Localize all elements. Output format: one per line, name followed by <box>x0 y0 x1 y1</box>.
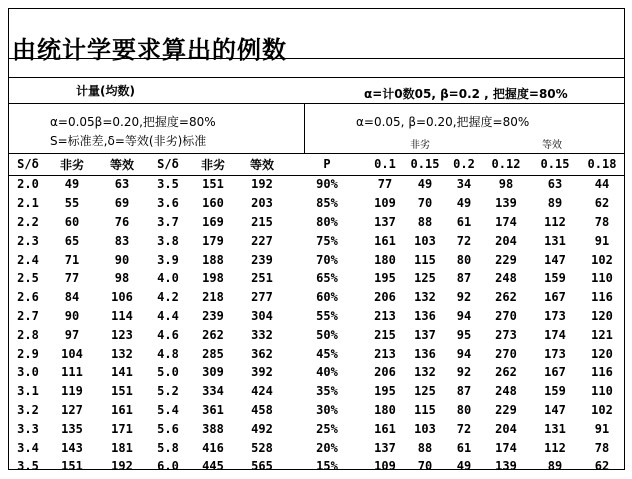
table-cell: 95 <box>456 327 472 342</box>
table-cell: 80 <box>456 402 472 417</box>
table-cell: 2.6 <box>17 290 39 305</box>
table-cell: 206 <box>374 365 396 380</box>
table-cell: 424 <box>251 384 273 399</box>
table-cell: 127 <box>61 402 83 417</box>
table-cell: 131 <box>544 421 566 436</box>
table-cell: 204 <box>495 233 517 248</box>
table-cell: 2.9 <box>17 346 39 361</box>
table-cell: 69 <box>114 196 130 211</box>
table-cell: 180 <box>374 402 396 417</box>
table-cell: 5.8 <box>157 440 179 455</box>
table-cell: 132 <box>414 290 436 305</box>
table-cell: 111 <box>61 365 83 380</box>
table-cell: 80% <box>316 214 338 229</box>
table-cell: 143 <box>61 440 83 455</box>
table-cell: 55 <box>64 196 80 211</box>
table-cell: 229 <box>495 402 517 417</box>
table-cell: 361 <box>202 402 224 417</box>
table-cell: 80 <box>456 252 472 267</box>
table-cell: 204 <box>495 421 517 436</box>
table-cell: 132 <box>414 365 436 380</box>
table-cell: 131 <box>544 233 566 248</box>
table-cell: 84 <box>64 290 80 305</box>
table-row <box>9 194 625 213</box>
table-cell: 206 <box>374 290 396 305</box>
table-cell: 239 <box>202 308 224 323</box>
table-cell: 98 <box>498 177 514 192</box>
table-cell: 3.5 <box>17 459 39 474</box>
table-cell: 49 <box>417 177 433 192</box>
table-cell: 213 <box>374 346 396 361</box>
table-row <box>9 250 625 269</box>
column-header: P <box>323 157 331 171</box>
table-cell: 141 <box>111 365 133 380</box>
table-cell: 72 <box>456 233 472 248</box>
table-cell: 71 <box>64 252 80 267</box>
divider <box>8 77 625 78</box>
column-header: 0.18 <box>587 157 617 171</box>
table-cell: 60 <box>64 214 80 229</box>
table-cell: 30% <box>316 402 338 417</box>
table-cell: 273 <box>495 327 517 342</box>
table-row <box>9 307 625 326</box>
table-cell: 251 <box>251 271 273 286</box>
table-cell: 88 <box>417 440 433 455</box>
table-cell: 147 <box>544 252 566 267</box>
table-cell: 4.6 <box>157 327 179 342</box>
table-cell: 137 <box>374 214 396 229</box>
table-cell: 2.0 <box>17 177 39 192</box>
table-cell: 198 <box>202 271 224 286</box>
table-cell: 167 <box>544 290 566 305</box>
table-cell: 125 <box>414 384 436 399</box>
table-cell: 44 <box>594 177 610 192</box>
table-cell: 5.0 <box>157 365 179 380</box>
table-cell: 90 <box>114 252 130 267</box>
table-cell: 213 <box>374 308 396 323</box>
table-cell: 40% <box>316 365 338 380</box>
column-header: 0.1 <box>374 157 396 171</box>
table-cell: 103 <box>414 421 436 436</box>
table-cell: 4.4 <box>157 308 179 323</box>
table-cell: 180 <box>374 252 396 267</box>
column-header: S/δ <box>17 157 39 171</box>
table-cell: 161 <box>374 233 396 248</box>
left-block-header: 计量(均数) <box>76 84 135 98</box>
table-cell: 112 <box>544 214 566 229</box>
table-cell: 119 <box>61 384 83 399</box>
group-label-equivalence: 等效 <box>542 140 562 151</box>
table-cell: 65 <box>64 233 80 248</box>
table-cell: 137 <box>374 440 396 455</box>
table-cell: 159 <box>544 384 566 399</box>
table-cell: 169 <box>202 214 224 229</box>
table-cell: 565 <box>251 459 273 474</box>
table-cell: 151 <box>111 384 133 399</box>
table-cell: 215 <box>251 214 273 229</box>
table-cell: 90 <box>64 308 80 323</box>
table-cell: 136 <box>414 346 436 361</box>
table-cell: 92 <box>456 365 472 380</box>
left-block-legend: S=标准差,δ=等效(非劣)标准 <box>50 134 207 148</box>
table-cell: 75% <box>316 233 338 248</box>
table-cell: 120 <box>591 308 613 323</box>
divider <box>8 58 625 59</box>
table-cell: 139 <box>495 196 517 211</box>
table-cell: 15% <box>316 459 338 474</box>
table-cell: 132 <box>111 346 133 361</box>
table-cell: 114 <box>111 308 133 323</box>
table-cell: 227 <box>251 233 273 248</box>
column-header: 0.2 <box>453 157 475 171</box>
column-header: 0.12 <box>491 157 521 171</box>
table-cell: 139 <box>495 459 517 474</box>
table-cell: 109 <box>374 459 396 474</box>
table-cell: 3.0 <box>17 365 39 380</box>
table-row <box>9 325 625 344</box>
table-cell: 49 <box>456 196 472 211</box>
table-cell: 63 <box>547 177 563 192</box>
table-cell: 78 <box>594 440 610 455</box>
table-cell: 192 <box>251 177 273 192</box>
table-cell: 98 <box>114 271 130 286</box>
table-cell: 392 <box>251 365 273 380</box>
table-cell: 2.5 <box>17 271 39 286</box>
table-cell: 62 <box>594 196 610 211</box>
table-cell: 151 <box>202 177 224 192</box>
table-cell: 91 <box>594 421 610 436</box>
table-cell: 94 <box>456 346 472 361</box>
table-cell: 87 <box>456 271 472 286</box>
table-cell: 388 <box>202 421 224 436</box>
table-cell: 34 <box>456 177 472 192</box>
table-cell: 277 <box>251 290 273 305</box>
table-cell: 61 <box>456 214 472 229</box>
table-row <box>9 175 625 194</box>
column-header: S/δ <box>157 157 179 171</box>
table-cell: 528 <box>251 440 273 455</box>
table-cell: 104 <box>61 346 83 361</box>
table-cell: 3.9 <box>157 252 179 267</box>
table-cell: 94 <box>456 308 472 323</box>
table-cell: 20% <box>316 440 338 455</box>
table-cell: 192 <box>111 459 133 474</box>
column-header: 0.15 <box>540 157 570 171</box>
table-cell: 5.4 <box>157 402 179 417</box>
table-cell: 125 <box>414 271 436 286</box>
table-cell: 2.7 <box>17 308 39 323</box>
table-cell: 6.0 <box>157 459 179 474</box>
table-cell: 77 <box>377 177 393 192</box>
table-row <box>9 401 625 420</box>
table-cell: 89 <box>547 459 563 474</box>
table-cell: 174 <box>544 327 566 342</box>
table-cell: 135 <box>61 421 83 436</box>
table-cell: 110 <box>591 384 613 399</box>
table-cell: 171 <box>111 421 133 436</box>
table-cell: 60% <box>316 290 338 305</box>
table-cell: 102 <box>591 252 613 267</box>
table-cell: 35% <box>316 384 338 399</box>
table-cell: 65% <box>316 271 338 286</box>
table-cell: 4.2 <box>157 290 179 305</box>
column-header: 非劣 <box>200 157 225 172</box>
table-cell: 181 <box>111 440 133 455</box>
table-cell: 362 <box>251 346 273 361</box>
table-cell: 239 <box>251 252 273 267</box>
table-cell: 229 <box>495 252 517 267</box>
table-cell: 97 <box>64 327 80 342</box>
table-cell: 262 <box>202 327 224 342</box>
table-cell: 159 <box>544 271 566 286</box>
table-cell: 2.4 <box>17 252 39 267</box>
right-block-params: α=0.05, β=0.20,把握度=80% <box>356 115 530 129</box>
table-cell: 173 <box>544 346 566 361</box>
table-cell: 285 <box>202 346 224 361</box>
table-cell: 85% <box>316 196 338 211</box>
table-cell: 116 <box>591 365 613 380</box>
table-cell: 103 <box>414 233 436 248</box>
left-block-params: α=0.05β=0.20,把握度=80% <box>50 115 216 129</box>
table-cell: 89 <box>547 196 563 211</box>
table-cell: 248 <box>495 384 517 399</box>
table-cell: 50% <box>316 327 338 342</box>
table-cell: 120 <box>591 346 613 361</box>
table-cell: 270 <box>495 346 517 361</box>
table-cell: 492 <box>251 421 273 436</box>
table-cell: 110 <box>591 271 613 286</box>
table-cell: 416 <box>202 440 224 455</box>
table-cell: 218 <box>202 290 224 305</box>
table-cell: 458 <box>251 402 273 417</box>
table-cell: 3.3 <box>17 421 39 436</box>
table-cell: 45% <box>316 346 338 361</box>
table-cell: 3.8 <box>157 233 179 248</box>
table-row <box>9 419 625 438</box>
table-cell: 78 <box>594 214 610 229</box>
sample-size-table <box>9 153 625 476</box>
table-cell: 49 <box>64 177 80 192</box>
table-cell: 116 <box>591 290 613 305</box>
group-label-noninferior: 非劣 <box>410 140 430 151</box>
table-row <box>9 213 625 232</box>
column-header: 等效 <box>249 157 274 172</box>
table-cell: 70 <box>417 459 433 474</box>
table-cell: 160 <box>202 196 224 211</box>
table-row <box>9 457 625 476</box>
table-row <box>9 363 625 382</box>
table-cell: 2.1 <box>17 196 39 211</box>
table-cell: 203 <box>251 196 273 211</box>
table-cell: 106 <box>111 290 133 305</box>
table-cell: 62 <box>594 459 610 474</box>
table-cell: 167 <box>544 365 566 380</box>
table-cell: 188 <box>202 252 224 267</box>
table-cell: 262 <box>495 290 517 305</box>
table-cell: 334 <box>202 384 224 399</box>
table-cell: 61 <box>456 440 472 455</box>
table-row <box>9 382 625 401</box>
column-header: 0.15 <box>410 157 440 171</box>
table-cell: 309 <box>202 365 224 380</box>
table-cell: 123 <box>111 327 133 342</box>
table-cell: 87 <box>456 384 472 399</box>
table-cell: 445 <box>202 459 224 474</box>
table-cell: 115 <box>414 252 436 267</box>
table-cell: 91 <box>594 233 610 248</box>
table-cell: 88 <box>417 214 433 229</box>
table-row <box>9 288 625 307</box>
table-cell: 92 <box>456 290 472 305</box>
table-cell: 5.2 <box>157 384 179 399</box>
table-cell: 76 <box>114 214 130 229</box>
column-header: 等效 <box>109 157 134 172</box>
table-cell: 174 <box>495 440 517 455</box>
table-cell: 215 <box>374 327 396 342</box>
table-cell: 90% <box>316 177 338 192</box>
table-cell: 72 <box>456 421 472 436</box>
table-cell: 70 <box>417 196 433 211</box>
table-cell: 4.0 <box>157 271 179 286</box>
table-cell: 173 <box>544 308 566 323</box>
table-cell: 55% <box>316 308 338 323</box>
table-cell: 4.8 <box>157 346 179 361</box>
divider <box>8 103 625 104</box>
table-cell: 3.4 <box>17 440 39 455</box>
table-row <box>9 231 625 250</box>
table-cell: 332 <box>251 327 273 342</box>
table-cell: 5.6 <box>157 421 179 436</box>
table-cell: 3.2 <box>17 402 39 417</box>
table-row <box>9 269 625 288</box>
column-header: 非劣 <box>59 157 84 172</box>
table-cell: 77 <box>64 271 80 286</box>
table-cell: 121 <box>591 327 613 342</box>
table-cell: 63 <box>114 177 130 192</box>
page-title: 由统计学要求算出的例数 <box>12 36 287 64</box>
table-cell: 174 <box>495 214 517 229</box>
table-cell: 304 <box>251 308 273 323</box>
table-cell: 270 <box>495 308 517 323</box>
table-cell: 195 <box>374 271 396 286</box>
table-cell: 3.7 <box>157 214 179 229</box>
table-cell: 3.6 <box>157 196 179 211</box>
table-cell: 2.2 <box>17 214 39 229</box>
table-row <box>9 344 625 363</box>
table-cell: 112 <box>544 440 566 455</box>
table-cell: 49 <box>456 459 472 474</box>
table-cell: 161 <box>111 402 133 417</box>
table-cell: 25% <box>316 421 338 436</box>
header-row <box>9 153 625 175</box>
table-cell: 195 <box>374 384 396 399</box>
right-block-header: α=计0数05, β=0.2 , 把握度=80% <box>364 87 568 101</box>
table-cell: 2.3 <box>17 233 39 248</box>
table-cell: 262 <box>495 365 517 380</box>
table-cell: 115 <box>414 402 436 417</box>
column-divider <box>304 103 305 153</box>
table-cell: 70% <box>316 252 338 267</box>
table-cell: 161 <box>374 421 396 436</box>
table-cell: 3.5 <box>157 177 179 192</box>
table-cell: 137 <box>414 327 436 342</box>
table-cell: 248 <box>495 271 517 286</box>
table-cell: 102 <box>591 402 613 417</box>
table-cell: 179 <box>202 233 224 248</box>
table-cell: 3.1 <box>17 384 39 399</box>
table-cell: 83 <box>114 233 130 248</box>
table-cell: 109 <box>374 196 396 211</box>
table-cell: 2.8 <box>17 327 39 342</box>
table-cell: 136 <box>414 308 436 323</box>
table-row <box>9 438 625 457</box>
table-cell: 147 <box>544 402 566 417</box>
table-cell: 151 <box>61 459 83 474</box>
